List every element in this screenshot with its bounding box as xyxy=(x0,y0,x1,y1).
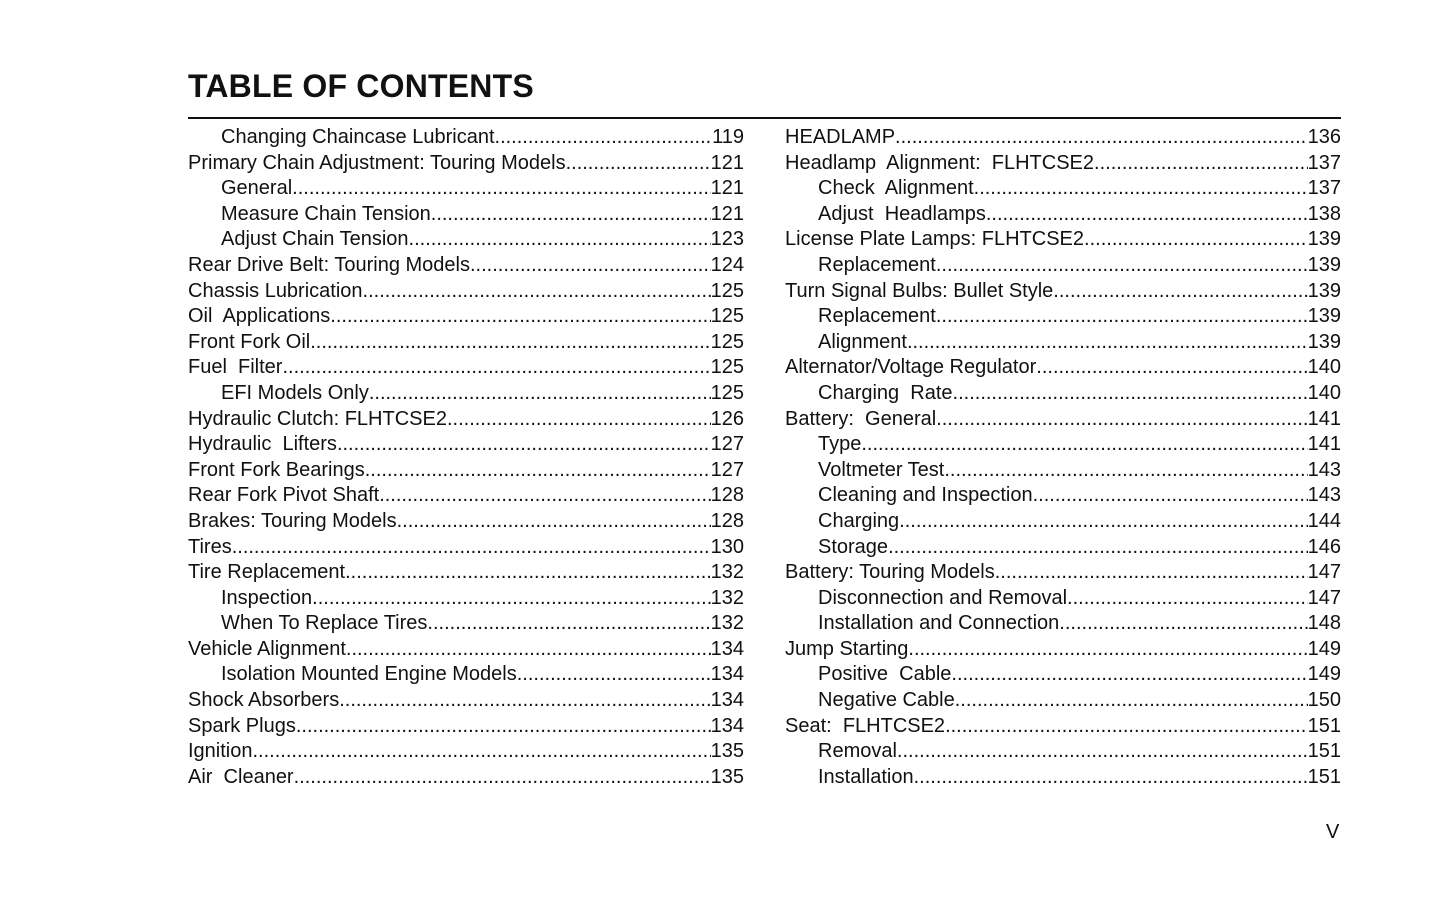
toc-entry-label: Positive Cable xyxy=(818,663,952,686)
toc-entry-page: 121 xyxy=(710,151,744,174)
toc-entry-label: Headlamp Alignment: FLHTCSE2 xyxy=(785,151,1095,174)
toc-entry-label: Seat: FLHTCSE2 xyxy=(785,714,946,737)
toc-dot-leader xyxy=(986,202,1308,228)
toc-entry-page: 139 xyxy=(1307,228,1341,251)
toc-entry-label: Installation and Connection xyxy=(818,612,1060,635)
toc-entry[interactable] xyxy=(785,586,1341,612)
toc-entry-label: Spark Plugs xyxy=(188,714,296,737)
toc-entry-page: 136 xyxy=(1307,126,1341,148)
toc-entry-label: Alignment xyxy=(818,330,907,353)
toc-dot-leader xyxy=(427,611,710,637)
toc-dot-leader xyxy=(1036,355,1307,381)
toc-dot-leader xyxy=(1094,151,1308,177)
toc-dot-leader xyxy=(345,560,711,586)
toc-entry[interactable] xyxy=(785,304,1341,330)
toc-entry[interactable] xyxy=(785,739,1341,765)
toc-entry[interactable] xyxy=(785,381,1341,407)
toc-entry[interactable] xyxy=(188,125,744,151)
toc-dot-leader xyxy=(888,535,1308,561)
toc-entry-label: Hydraulic Clutch: FLHTCSE2 xyxy=(188,407,447,430)
toc-entry-label: Storage xyxy=(818,535,889,558)
toc-entry-page: 149 xyxy=(1307,637,1341,660)
toc-entry[interactable] xyxy=(785,535,1341,561)
toc-entry-page: 143 xyxy=(1307,484,1341,507)
toc-entry[interactable] xyxy=(785,355,1341,381)
toc-entry-page: 119 xyxy=(712,126,744,148)
toc-entry-label: Replacement xyxy=(818,305,936,328)
toc-dot-leader xyxy=(945,714,1308,740)
toc-entry[interactable] xyxy=(188,535,744,561)
toc-dot-leader xyxy=(346,637,711,663)
toc-entry[interactable] xyxy=(785,407,1341,433)
toc-entry-page: 125 xyxy=(710,279,744,302)
toc-dot-leader xyxy=(1053,279,1307,305)
toc-entry-page: 151 xyxy=(1307,740,1341,763)
toc-entry[interactable] xyxy=(188,304,744,330)
toc-entry-label: Installation xyxy=(818,765,914,788)
toc-entry-page: 130 xyxy=(710,535,744,558)
toc-dot-leader xyxy=(365,458,711,484)
toc-entry-page: 151 xyxy=(1307,714,1341,737)
toc-dot-leader xyxy=(339,688,710,714)
toc-dot-leader xyxy=(995,560,1308,586)
toc-dot-leader xyxy=(282,355,710,381)
toc-dot-leader xyxy=(379,483,710,509)
toc-entry-page: 140 xyxy=(1307,381,1341,404)
toc-entry[interactable] xyxy=(785,432,1341,458)
toc-entry-label: Fuel Filter xyxy=(188,356,283,379)
toc-entry[interactable] xyxy=(188,586,744,612)
toc-dot-leader xyxy=(936,407,1307,433)
toc-entry-page: 121 xyxy=(710,202,744,225)
toc-entry-page: 141 xyxy=(1307,433,1341,456)
toc-dot-leader xyxy=(363,279,711,305)
toc-entry-page: 132 xyxy=(710,612,744,635)
title-divider xyxy=(188,117,1341,119)
toc-entry-label: Rear Fork Pivot Shaft xyxy=(188,484,380,507)
toc-dot-leader xyxy=(955,688,1308,714)
toc-entry-page: 147 xyxy=(1307,561,1341,584)
toc-entry[interactable] xyxy=(188,688,744,714)
toc-entry-label: Changing Chaincase Lubricant xyxy=(221,126,495,148)
toc-entry[interactable] xyxy=(188,483,744,509)
toc-dot-leader xyxy=(431,202,711,228)
toc-entry-page: 151 xyxy=(1307,765,1341,788)
toc-dot-leader xyxy=(447,407,711,433)
toc-entry[interactable] xyxy=(785,253,1341,279)
toc-dot-leader xyxy=(1084,227,1308,253)
toc-entry[interactable] xyxy=(785,765,1341,791)
toc-entry-label: EFI Models Only xyxy=(221,381,369,404)
toc-entry-page: 125 xyxy=(710,330,744,353)
toc-dot-leader xyxy=(908,637,1307,663)
toc-dot-leader xyxy=(495,125,713,151)
toc-entry-label: Voltmeter Test xyxy=(818,458,945,481)
toc-dot-leader xyxy=(907,330,1308,356)
toc-entry-page: 148 xyxy=(1307,612,1341,635)
toc-entry-label: Charging xyxy=(818,509,900,532)
toc-entry[interactable] xyxy=(188,662,744,688)
toc-entry[interactable] xyxy=(785,330,1341,356)
toc-dot-leader xyxy=(566,151,711,177)
toc-dot-leader xyxy=(1059,611,1307,637)
toc-dot-leader xyxy=(944,458,1307,484)
toc-entry-label: Charging Rate xyxy=(818,381,953,404)
toc-right-column xyxy=(785,125,1341,790)
toc-entry[interactable] xyxy=(785,227,1341,253)
toc-entry-page: 147 xyxy=(1307,586,1341,609)
toc-entry-label: Air Cleaner xyxy=(188,765,294,788)
toc-entry-label: Type xyxy=(818,433,862,456)
toc-dot-leader xyxy=(330,304,710,330)
toc-dot-leader xyxy=(1033,483,1308,509)
toc-entry-label: Tires xyxy=(188,535,232,558)
toc-entry[interactable] xyxy=(785,202,1341,228)
toc-entry[interactable] xyxy=(785,637,1341,663)
toc-entry-label: Primary Chain Adjustment: Touring Models xyxy=(188,151,566,174)
toc-entry[interactable] xyxy=(188,279,744,305)
toc-dot-leader xyxy=(292,176,710,202)
toc-dot-leader xyxy=(253,739,711,765)
toc-entry-label: Oil Applications xyxy=(188,305,331,328)
toc-entry-page: 124 xyxy=(710,253,744,276)
toc-entry[interactable] xyxy=(785,458,1341,484)
toc-entry[interactable] xyxy=(188,458,744,484)
toc-dot-leader xyxy=(369,381,711,407)
toc-entry[interactable] xyxy=(188,611,744,637)
toc-entry-page: 137 xyxy=(1307,151,1341,174)
toc-entry[interactable] xyxy=(188,227,744,253)
page-title: TABLE OF CONTENTS xyxy=(188,68,534,104)
toc-entry[interactable] xyxy=(188,176,744,202)
toc-entry-label: Disconnection and Removal xyxy=(818,586,1068,609)
toc-dot-leader xyxy=(409,227,711,253)
toc-entry-label: HEADLAMP xyxy=(785,126,896,148)
toc-left-column xyxy=(188,125,744,790)
toc-entry[interactable] xyxy=(188,202,744,228)
toc-entry[interactable] xyxy=(188,381,744,407)
toc-entry-page: 132 xyxy=(710,561,744,584)
toc-entry-page: 127 xyxy=(710,433,744,456)
toc-entry-label: Battery: General xyxy=(785,407,937,430)
toc-entry[interactable] xyxy=(188,765,744,791)
toc-entry[interactable] xyxy=(785,611,1341,637)
toc-entry-page: 123 xyxy=(710,228,744,251)
toc-entry-page: 139 xyxy=(1307,279,1341,302)
toc-entry-label: Chassis Lubrication xyxy=(188,279,363,302)
toc-entry[interactable] xyxy=(785,688,1341,714)
toc-entry[interactable] xyxy=(785,151,1341,177)
toc-dot-leader xyxy=(899,509,1307,535)
toc-entry-page: 134 xyxy=(710,637,744,660)
toc-entry[interactable] xyxy=(188,509,744,535)
toc-entry[interactable] xyxy=(785,279,1341,305)
toc-entry-page: 150 xyxy=(1307,689,1341,712)
toc-entry-label: License Plate Lamps: FLHTCSE2 xyxy=(785,228,1085,251)
toc-dot-leader xyxy=(294,765,711,791)
toc-entry[interactable] xyxy=(188,560,744,586)
toc-entry-label: Tire Replacement xyxy=(188,561,346,584)
toc-entry[interactable] xyxy=(785,509,1341,535)
toc-dot-leader xyxy=(897,739,1308,765)
toc-entry[interactable] xyxy=(785,483,1341,509)
toc-entry[interactable] xyxy=(188,330,744,356)
toc-entry-page: 125 xyxy=(710,381,744,404)
toc-entry-page: 128 xyxy=(710,509,744,532)
toc-dot-leader xyxy=(470,253,711,279)
toc-dot-leader xyxy=(974,176,1308,202)
toc-entry-label: Shock Absorbers xyxy=(188,689,340,712)
toc-entry-page: 149 xyxy=(1307,663,1341,686)
toc-entry-label: Inspection xyxy=(221,586,313,609)
toc-entry-label: Rear Drive Belt: Touring Models xyxy=(188,253,470,276)
toc-dot-leader xyxy=(953,381,1308,407)
toc-entry-label: Negative Cable xyxy=(818,689,955,712)
toc-entry[interactable] xyxy=(188,637,744,663)
toc-entry-label: Adjust Chain Tension xyxy=(221,228,409,251)
toc-entry-label: When To Replace Tires xyxy=(221,612,428,635)
toc-entry-label: Turn Signal Bulbs: Bullet Style xyxy=(785,279,1054,302)
toc-dot-leader xyxy=(895,125,1308,151)
toc-entry-label: Removal xyxy=(818,740,897,763)
toc-entry-page: 141 xyxy=(1307,407,1341,430)
toc-entry[interactable] xyxy=(785,714,1341,740)
toc-entry-page: 139 xyxy=(1307,253,1341,276)
toc-entry-label: Alternator/Voltage Regulator xyxy=(785,356,1037,379)
toc-entry-label: Isolation Mounted Engine Models xyxy=(221,663,517,686)
toc-entry-label: Brakes: Touring Models xyxy=(188,509,397,532)
toc-dot-leader xyxy=(936,253,1308,279)
toc-entry-page: 132 xyxy=(710,586,744,609)
toc-entry[interactable] xyxy=(188,739,744,765)
toc-entry-page: 135 xyxy=(710,740,744,763)
toc-entry-label: Adjust Headlamps xyxy=(818,202,986,225)
toc-entry-page: 134 xyxy=(710,714,744,737)
toc-dot-leader xyxy=(936,304,1308,330)
page-number: V xyxy=(1326,821,1340,843)
toc-dot-leader xyxy=(951,662,1307,688)
toc-entry-page: 135 xyxy=(710,765,744,788)
toc-dot-leader xyxy=(312,586,710,612)
toc-entry-page: 139 xyxy=(1307,305,1341,328)
toc-dot-leader xyxy=(337,432,711,458)
toc-dot-leader xyxy=(310,330,710,356)
toc-entry-label: Battery: Touring Models xyxy=(785,561,995,584)
toc-entry-label: Replacement xyxy=(818,253,936,276)
toc-entry-label: Ignition xyxy=(188,740,253,763)
toc-entry[interactable] xyxy=(188,253,744,279)
toc-entry-label: Measure Chain Tension xyxy=(221,202,431,225)
toc-entry-label: Check Alignment xyxy=(818,177,974,200)
toc-entry[interactable] xyxy=(785,176,1341,202)
toc-entry-page: 138 xyxy=(1307,202,1341,225)
toc-entry-page: 139 xyxy=(1307,330,1341,353)
toc-entry-page: 146 xyxy=(1307,535,1341,558)
toc-dot-leader xyxy=(397,509,711,535)
toc-entry[interactable] xyxy=(188,355,744,381)
toc-entry-page: 121 xyxy=(710,177,744,200)
toc-entry[interactable] xyxy=(188,407,744,433)
toc-dot-leader xyxy=(517,662,711,688)
toc-entry-label: Front Fork Bearings xyxy=(188,458,365,481)
toc-dot-leader xyxy=(914,765,1308,791)
toc-entry-page: 128 xyxy=(710,484,744,507)
toc-dot-leader xyxy=(232,535,711,561)
toc-entry-page: 127 xyxy=(710,458,744,481)
toc-dot-leader xyxy=(1067,586,1308,612)
toc-dot-leader xyxy=(861,432,1307,458)
toc-entry-page: 134 xyxy=(710,663,744,686)
toc-entry[interactable] xyxy=(188,432,744,458)
toc-entry-label: Front Fork Oil xyxy=(188,330,311,353)
toc-entry-label: Cleaning and Inspection xyxy=(818,484,1033,507)
toc-entry[interactable] xyxy=(785,560,1341,586)
toc-entry[interactable] xyxy=(188,151,744,177)
toc-entry[interactable] xyxy=(188,714,744,740)
toc-entry-page: 134 xyxy=(710,689,744,712)
toc-entry-label: General xyxy=(221,177,293,200)
toc-entry-page: 143 xyxy=(1307,458,1341,481)
toc-entry[interactable] xyxy=(785,125,1341,151)
toc-entry-page: 144 xyxy=(1307,509,1341,532)
toc-entry-label: Jump Starting xyxy=(785,637,909,660)
toc-entry-page: 140 xyxy=(1307,356,1341,379)
toc-entry[interactable] xyxy=(785,662,1341,688)
toc-entry-label: Vehicle Alignment xyxy=(188,637,346,660)
toc-dot-leader xyxy=(296,714,711,740)
toc-entry-page: 137 xyxy=(1307,177,1341,200)
toc-entry-page: 125 xyxy=(710,305,744,328)
toc-entry-page: 125 xyxy=(710,356,744,379)
toc-entry-label: Hydraulic Lifters xyxy=(188,433,337,456)
toc-entry-page: 126 xyxy=(710,407,744,430)
